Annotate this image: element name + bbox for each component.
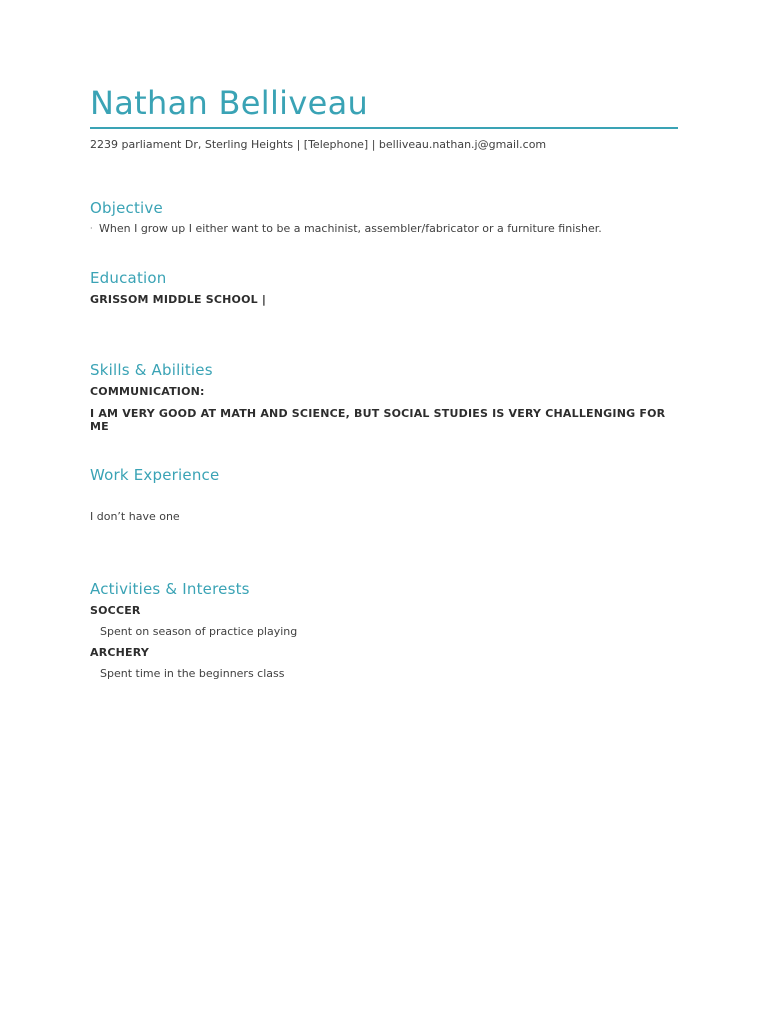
- work-heading: Work Experience: [90, 466, 220, 484]
- skills-detail: I AM VERY GOOD AT MATH AND SCIENCE, BUT SOCIAL STUDIES IS VERY CHALLENGING FOR: [90, 407, 666, 420]
- activity-name: SOCCER: [90, 604, 141, 617]
- header-divider: [90, 127, 678, 129]
- resume-name: Nathan Belliveau: [90, 84, 369, 122]
- contact-info: 2239 parliament Dr, Sterling Heights | [Telephone] | belliveau.nathan.j@gmail.com: [90, 138, 547, 151]
- skills-heading: Skills & Abilities: [90, 361, 213, 379]
- activity-name: ARCHERY: [90, 646, 150, 659]
- objective-item: [90, 222, 678, 236]
- activity-description: Spent time in the beginners class: [100, 667, 285, 680]
- objective-heading: Objective: [90, 199, 163, 217]
- activity-description: Spent on season of practice playing: [100, 625, 298, 638]
- education-school: GRISSOM MIDDLE SCHOOL |: [90, 293, 267, 306]
- bullet-icon: ·: [90, 224, 93, 233]
- skills-detail-continued: ME: [90, 420, 109, 433]
- activities-heading: Activities & Interests: [90, 580, 250, 598]
- skills-subheading: COMMUNICATION:: [90, 385, 205, 398]
- objective-text: When I grow up I either want to be a machinist, assembler/fabricator or a furniture finisher.: [99, 222, 602, 235]
- work-text: I don’t have one: [90, 510, 180, 523]
- education-heading: Education: [90, 269, 167, 287]
- resume-page: [90, 84, 678, 681]
